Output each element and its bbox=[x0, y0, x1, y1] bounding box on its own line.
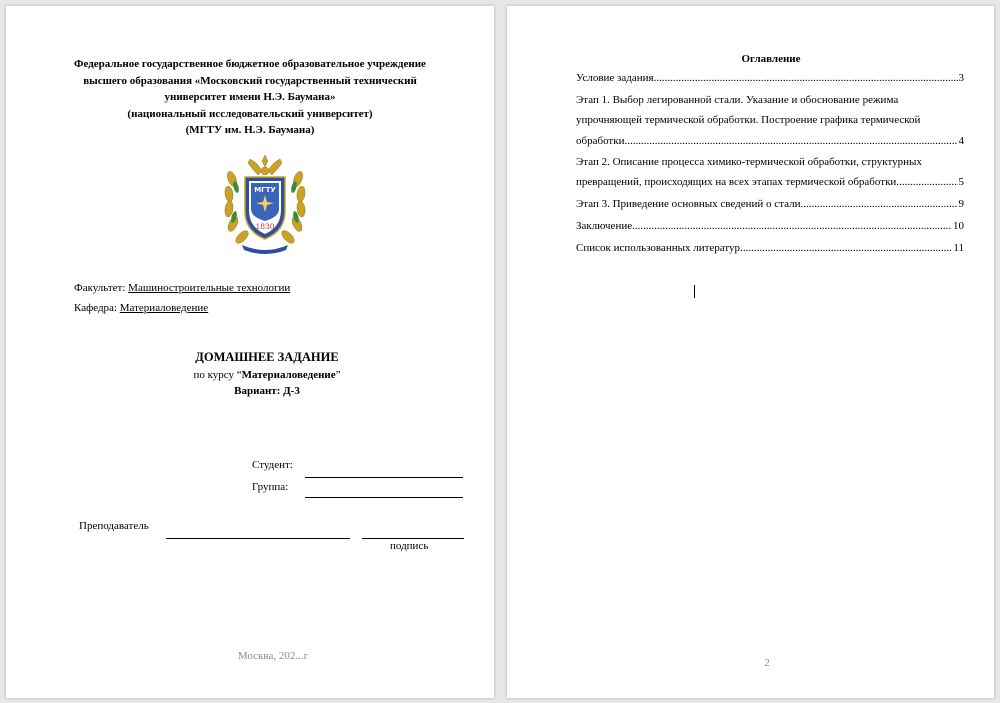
course-line bbox=[6, 369, 528, 381]
homework-title: ДОМАШНЕЕ ЗАДАНИЕ bbox=[195, 350, 339, 364]
toc-entry-text: Условие задания bbox=[576, 72, 654, 84]
group-signature-line bbox=[305, 497, 463, 498]
teacher-signature-line bbox=[362, 538, 464, 539]
header-line-1: Федеральное государственное бюджетное образовательное учреждение bbox=[74, 58, 426, 70]
student-label: Студент: bbox=[252, 459, 293, 471]
student-signature-line bbox=[305, 477, 463, 478]
toc-page-num: 10 bbox=[953, 220, 964, 232]
toc-page-num: 11 bbox=[953, 242, 964, 254]
toc-entry-4[interactable] bbox=[576, 194, 964, 214]
institution-header bbox=[6, 56, 494, 139]
toc-entry-text: Этап 1. Выбор легированной стали. Указание и обоснование режима bbox=[576, 94, 899, 106]
department-line bbox=[74, 302, 208, 314]
teacher-label: Преподаватель bbox=[79, 520, 149, 532]
toc-entry-text: Этап 3. Приведение основных сведений о стали bbox=[576, 198, 801, 210]
header-line-4: (национальный исследовательский университет) bbox=[127, 107, 373, 120]
toc-entry-3[interactable] bbox=[576, 152, 964, 193]
toc-entry-5[interactable] bbox=[576, 216, 964, 236]
header-line-5: (МГТУ им. Н.Э. Баумана) bbox=[185, 124, 315, 137]
page-number: 2 bbox=[764, 657, 770, 669]
toc-entry-text: Список использованных литератур bbox=[576, 242, 741, 254]
footer-city-year: Москва, 202...г bbox=[237, 650, 309, 662]
teacher-name-line bbox=[166, 538, 350, 539]
toc-entry-2[interactable] bbox=[576, 90, 964, 151]
toc-entry-text: упрочняющей термической обработки. Построение графика термической bbox=[576, 114, 921, 127]
emblem-monogram: МГТУ bbox=[254, 186, 276, 194]
toc-entry-text: Заключение bbox=[576, 220, 633, 232]
course-name: Материаловедение bbox=[241, 369, 336, 381]
toc-entry-1[interactable] bbox=[576, 68, 964, 88]
toc-page-num: 5 bbox=[958, 176, 964, 189]
course-prefix: по курсу “ bbox=[193, 369, 242, 381]
header-line-2: высшего образования «Московский государственный технический bbox=[83, 74, 417, 87]
department-value: Материаловедение bbox=[119, 302, 209, 314]
emblem-year: 1830 bbox=[255, 222, 275, 231]
group-label: Группа: bbox=[252, 481, 289, 493]
toc-page-num: 9 bbox=[958, 198, 964, 210]
toc-page-num: 4 bbox=[958, 134, 964, 147]
toc-title: Оглавление bbox=[741, 53, 801, 65]
faculty-value: Машиностроительные технологии bbox=[128, 282, 291, 294]
faculty-label: Факультет: bbox=[74, 282, 126, 294]
variant-line: Вариант: Д-3 bbox=[234, 385, 300, 397]
toc-page-num: 3 bbox=[958, 72, 964, 84]
toc-page bbox=[507, 6, 994, 698]
signature-caption: подпись bbox=[390, 540, 429, 552]
bmstu-emblem-icon bbox=[220, 149, 310, 256]
text-cursor[interactable] bbox=[694, 285, 695, 298]
toc-entry-text: Этап 2. Описание процесса химико-термической обработки, структурных bbox=[576, 156, 922, 168]
toc-entry-6[interactable] bbox=[576, 238, 964, 258]
course-suffix: ” bbox=[335, 369, 341, 381]
department-label: Кафедра: bbox=[74, 302, 117, 314]
title-page bbox=[6, 6, 494, 698]
faculty-line bbox=[74, 282, 290, 294]
header-line-3: университет имени Н.Э. Баумана» bbox=[164, 91, 336, 104]
toc-entry-text: превращений, происходящих на всех этапах термической обработки. bbox=[576, 176, 900, 189]
toc-entry-text: обработки. bbox=[576, 134, 628, 147]
